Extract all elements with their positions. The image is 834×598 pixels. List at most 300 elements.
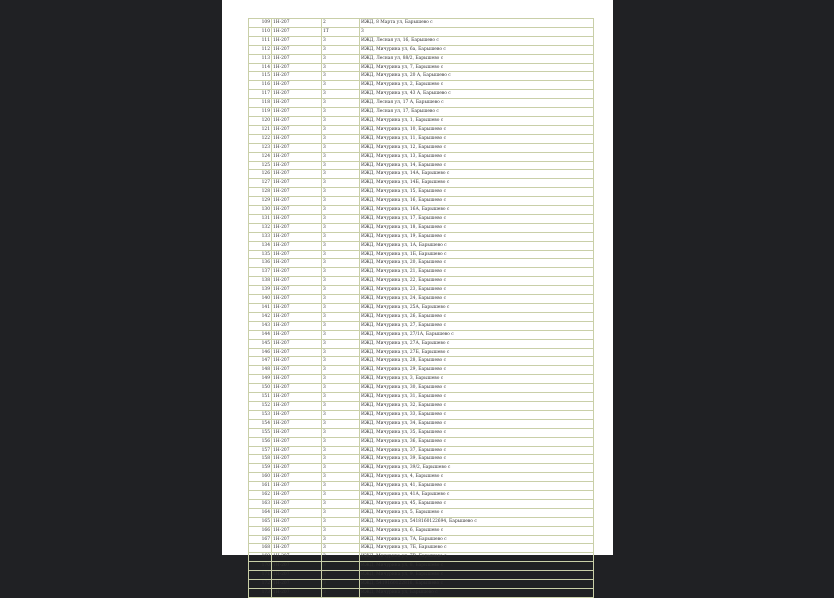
table-row <box>249 499 594 508</box>
address-cell: ИЖД, Мичурина ул, 29, Барышево с <box>360 366 594 375</box>
row-number-cell: 130 <box>249 206 272 215</box>
row-number-cell: 149 <box>249 375 272 384</box>
table-row <box>249 535 594 544</box>
address-cell: ИЖД, Мичурина ул, Барышево с <box>360 589 594 598</box>
category-cell: 3 <box>322 384 360 393</box>
row-number-cell: 136 <box>249 259 272 268</box>
document-page <box>222 0 613 595</box>
address-cell: ИЖД, Мичурина ул, 20, Барышево с <box>360 259 594 268</box>
address-table <box>248 18 594 598</box>
feeder-code-cell: 1Н-207 <box>272 90 322 99</box>
address-cell: ИЖД, Мичурина ул, 35, Барышево с <box>360 428 594 437</box>
table-row <box>249 437 594 446</box>
row-number-cell: 119 <box>249 108 272 117</box>
table-row <box>249 152 594 161</box>
feeder-code-cell: 1Н-207 <box>272 295 322 304</box>
row-number-cell: 124 <box>249 152 272 161</box>
table-row <box>249 366 594 375</box>
table-row <box>249 232 594 241</box>
feeder-code-cell: 1Н-207 <box>272 437 322 446</box>
feeder-code-cell: 1Н-207 <box>272 179 322 188</box>
row-number-cell: 117 <box>249 90 272 99</box>
address-cell: ИЖД, Мичурина ул, 4, Барышево с <box>360 473 594 482</box>
category-cell: 3 <box>322 428 360 437</box>
feeder-code-cell: 1Н-207 <box>272 339 322 348</box>
row-number-cell: 118 <box>249 99 272 108</box>
row-number-cell: 166 <box>249 526 272 535</box>
category-cell: 3 <box>322 63 360 72</box>
address-cell: ИЖД, Мичурина ул, 16, Барышево с <box>360 197 594 206</box>
feeder-code-cell: 1Н-207 <box>272 27 322 36</box>
address-cell: ИЖД, Мичурина ул, 45, Барышево с <box>360 499 594 508</box>
feeder-code-cell: 1Н-207 <box>272 99 322 108</box>
category-cell: 3 <box>322 161 360 170</box>
table-row <box>249 125 594 134</box>
address-cell: ИЖД, Мичурина ул, 39/2, Барышево с <box>360 464 594 473</box>
table-row <box>249 72 594 81</box>
feeder-code-cell: 1Н-207 <box>272 259 322 268</box>
table-row <box>249 473 594 482</box>
table-row <box>249 36 594 45</box>
address-cell: ИЖД, Мичурина ул, 14Б, Барышево с <box>360 179 594 188</box>
address-cell: ИЖД, Мичурина ул, 41, Барышево с <box>360 482 594 491</box>
category-cell: 3 <box>322 464 360 473</box>
address-cell: 3 <box>360 27 594 36</box>
feeder-code-cell: 1Н-207 <box>272 134 322 143</box>
table-row <box>249 571 594 580</box>
feeder-code-cell: 1Н-207 <box>272 562 322 571</box>
category-cell: 3 <box>322 295 360 304</box>
row-number-cell: 114 <box>249 63 272 72</box>
category-cell: 3 <box>322 553 360 562</box>
category-cell: 3 <box>322 544 360 553</box>
table-row <box>249 339 594 348</box>
table-row <box>249 54 594 63</box>
feeder-code-cell: 1Н-207 <box>272 357 322 366</box>
category-cell: 3 <box>322 223 360 232</box>
category-cell: 3 <box>322 419 360 428</box>
row-number-cell: 120 <box>249 116 272 125</box>
row-number-cell: 142 <box>249 312 272 321</box>
feeder-code-cell: 1Н-207 <box>272 54 322 63</box>
category-cell: 3 <box>322 330 360 339</box>
feeder-code-cell: 1Н-207 <box>272 223 322 232</box>
address-cell: ИЖД, Лесная ул, 17, Барышево с <box>360 108 594 117</box>
feeder-code-cell: 1Н-207 <box>272 455 322 464</box>
feeder-code-cell: 1Н-207 <box>272 206 322 215</box>
category-cell: 3 <box>322 473 360 482</box>
row-number-cell: 141 <box>249 304 272 313</box>
feeder-code-cell: 1Н-207 <box>272 312 322 321</box>
table-row <box>249 206 594 215</box>
category-cell: 3 <box>322 571 360 580</box>
row-number-cell: 159 <box>249 464 272 473</box>
category-cell: 3 <box>322 72 360 81</box>
address-cell: ИЖД, Мичурина ул, 3, Барышево с <box>360 375 594 384</box>
category-cell: 3 <box>322 357 360 366</box>
address-cell: ИЖД, Мичурина ул, 11, Барышево с <box>360 134 594 143</box>
table-row <box>249 321 594 330</box>
address-cell: ИЖД, Мичурина ул, 26, Барышево с <box>360 312 594 321</box>
category-cell: 3 <box>322 90 360 99</box>
row-number-cell: 145 <box>249 339 272 348</box>
table-row <box>249 348 594 357</box>
table-row <box>249 401 594 410</box>
row-number-cell: 160 <box>249 473 272 482</box>
category-cell: 3 <box>322 401 360 410</box>
table-row <box>249 143 594 152</box>
category-cell: 2 <box>322 19 360 28</box>
row-number-cell: 173 <box>249 589 272 598</box>
row-number-cell: 154 <box>249 419 272 428</box>
row-number-cell: 164 <box>249 508 272 517</box>
table-row <box>249 464 594 473</box>
row-number-cell: 163 <box>249 499 272 508</box>
feeder-code-cell: 1Н-207 <box>272 277 322 286</box>
category-cell: 3 <box>322 589 360 598</box>
feeder-code-cell: 1Н-207 <box>272 499 322 508</box>
feeder-code-cell: 1Н-207 <box>272 214 322 223</box>
feeder-code-cell: 1Н-207 <box>272 508 322 517</box>
table-row <box>249 116 594 125</box>
feeder-code-cell: 1Н-207 <box>272 116 322 125</box>
address-cell: ИЖД, Мичурина ул, 25А, Барышево с <box>360 304 594 313</box>
category-cell: 3 <box>322 375 360 384</box>
row-number-cell: 112 <box>249 45 272 54</box>
table-row <box>249 357 594 366</box>
address-cell: ИЖД, Мичурина ул, 23, Барышево с <box>360 286 594 295</box>
row-number-cell: 165 <box>249 517 272 526</box>
address-cell: ИЖД, Мичурина ул, 12, Барышево с <box>360 143 594 152</box>
address-cell: ИЖД, Мичурина ул, 9, Барышево с <box>360 571 594 580</box>
feeder-code-cell: 1Н-207 <box>272 366 322 375</box>
address-cell: ИЖД, Мичурина ул, 28, Барышево с <box>360 357 594 366</box>
table-row <box>249 508 594 517</box>
feeder-code-cell: 1Н-207 <box>272 348 322 357</box>
table-row <box>249 241 594 250</box>
row-number-cell: 137 <box>249 268 272 277</box>
table-row <box>249 589 594 598</box>
feeder-code-cell: 1Н-207 <box>272 161 322 170</box>
address-cell: ИЖД, Мичурина ул, 32, Барышево с <box>360 401 594 410</box>
address-cell: ИЖД, Мичурина ул, 30, Барышево с <box>360 384 594 393</box>
table-row <box>249 179 594 188</box>
address-cell: ИЖД, Мичурина ул, 19, Барышево с <box>360 232 594 241</box>
feeder-code-cell: 1Н-207 <box>272 321 322 330</box>
category-cell: 3 <box>322 526 360 535</box>
row-number-cell: 129 <box>249 197 272 206</box>
table-row <box>249 170 594 179</box>
category-cell: 3 <box>322 232 360 241</box>
table-row <box>249 19 594 28</box>
category-cell: 1Т <box>322 27 360 36</box>
feeder-code-cell: 1Н-207 <box>272 384 322 393</box>
table-row <box>249 304 594 313</box>
table-row <box>249 312 594 321</box>
category-cell: 3 <box>322 125 360 134</box>
category-cell: 3 <box>322 562 360 571</box>
feeder-code-cell: 1Н-207 <box>272 401 322 410</box>
address-cell: ИЖД, Мичурина ул, 31, Барышево с <box>360 393 594 402</box>
table-row <box>249 99 594 108</box>
category-cell: 3 <box>322 535 360 544</box>
feeder-code-cell: 1Н-207 <box>272 232 322 241</box>
row-number-cell: 121 <box>249 125 272 134</box>
row-number-cell: 169 <box>249 553 272 562</box>
feeder-code-cell: 1Н-207 <box>272 375 322 384</box>
feeder-code-cell: 1Н-207 <box>272 304 322 313</box>
row-number-cell: 128 <box>249 188 272 197</box>
table-row <box>249 27 594 36</box>
table-row <box>249 491 594 500</box>
feeder-code-cell: 1Н-207 <box>272 250 322 259</box>
row-number-cell: 151 <box>249 393 272 402</box>
row-number-cell: 139 <box>249 286 272 295</box>
row-number-cell: 170 <box>249 562 272 571</box>
row-number-cell: 109 <box>249 19 272 28</box>
category-cell: 3 <box>322 170 360 179</box>
row-number-cell: 126 <box>249 170 272 179</box>
category-cell: 3 <box>322 437 360 446</box>
address-cell: ИЖД, Мичурина ул, 18, Барышево с <box>360 223 594 232</box>
table-row <box>249 455 594 464</box>
row-number-cell: 127 <box>249 179 272 188</box>
address-cell: ИЖД, Мичурина ул, 21, Барышево с <box>360 268 594 277</box>
feeder-code-cell: 1Н-207 <box>272 464 322 473</box>
category-cell: 3 <box>322 99 360 108</box>
address-cell: ИЖД, Мичурина ул, 13, Барышево с <box>360 152 594 161</box>
table-row <box>249 295 594 304</box>
category-cell: 3 <box>322 197 360 206</box>
feeder-code-cell: 1Н-207 <box>272 535 322 544</box>
row-number-cell: 123 <box>249 143 272 152</box>
category-cell: 3 <box>322 116 360 125</box>
address-cell: ИЖД, Мичурина ул, 8, Барышево с <box>360 562 594 571</box>
category-cell: 3 <box>322 134 360 143</box>
address-cell: ИЖД, Мичурина ул, 5, Барышево с <box>360 508 594 517</box>
table-row <box>249 482 594 491</box>
feeder-code-cell: 1Н-207 <box>272 286 322 295</box>
address-cell: ИЖД, Мичурина ул, 37, Барышево с <box>360 446 594 455</box>
feeder-code-cell: 1Н-207 <box>272 36 322 45</box>
feeder-code-cell: 1Н-207 <box>272 393 322 402</box>
category-cell: 3 <box>322 348 360 357</box>
table-row <box>249 268 594 277</box>
category-cell: 3 <box>322 152 360 161</box>
category-cell: 3 <box>322 339 360 348</box>
row-number-cell: 133 <box>249 232 272 241</box>
category-cell: 3 <box>322 321 360 330</box>
row-number-cell: 158 <box>249 455 272 464</box>
row-number-cell: 144 <box>249 330 272 339</box>
address-cell: ИЖД, Мичурина ул, 27Б, Барышево с <box>360 348 594 357</box>
category-cell: 3 <box>322 45 360 54</box>
feeder-code-cell: 1Н-207 <box>272 482 322 491</box>
table-row <box>249 286 594 295</box>
feeder-code-cell: 1Н-207 <box>272 517 322 526</box>
table-row <box>249 108 594 117</box>
category-cell: 3 <box>322 241 360 250</box>
address-cell: ИЖД, Мичурина ул, 1А, Барышево с <box>360 241 594 250</box>
address-cell: ИЖД, 5419160122816, Барышево с <box>360 580 594 589</box>
feeder-code-cell: 1Н-207 <box>272 446 322 455</box>
feeder-code-cell: 1Н-207 <box>272 330 322 339</box>
feeder-code-cell: 1Н-207 <box>272 197 322 206</box>
address-cell: ИЖД, Мичурина ул, 14, Барышево с <box>360 161 594 170</box>
table-row <box>249 161 594 170</box>
row-number-cell: 153 <box>249 410 272 419</box>
row-number-cell: 140 <box>249 295 272 304</box>
category-cell: 3 <box>322 455 360 464</box>
table-row <box>249 134 594 143</box>
table-row <box>249 517 594 526</box>
address-cell: ИЖД, Мичурина ул, 39, Барышево с <box>360 455 594 464</box>
feeder-code-cell: 1Н-207 <box>272 45 322 54</box>
category-cell: 3 <box>322 393 360 402</box>
row-number-cell: 143 <box>249 321 272 330</box>
table-row <box>249 45 594 54</box>
table-row <box>249 330 594 339</box>
address-cell: ИЖД, Лесная ул, 17 А, Барышево с <box>360 99 594 108</box>
row-number-cell: 122 <box>249 134 272 143</box>
address-cell: ИЖД, Мичурина ул, 20 А, Барышево с <box>360 72 594 81</box>
category-cell: 3 <box>322 517 360 526</box>
feeder-code-cell: 1Н-207 <box>272 419 322 428</box>
category-cell: 3 <box>322 580 360 589</box>
feeder-code-cell: 1Н-207 <box>272 553 322 562</box>
feeder-code-cell: 1Н-207 <box>272 63 322 72</box>
row-number-cell: 161 <box>249 482 272 491</box>
address-cell: ИЖД, Мичурина ул, 34, Барышево с <box>360 419 594 428</box>
address-table-body <box>249 19 594 598</box>
address-cell: ИЖД, Мичурина ул, 36, Барышево с <box>360 437 594 446</box>
feeder-code-cell: 1Н-207 <box>272 81 322 90</box>
table-row <box>249 197 594 206</box>
category-cell: 3 <box>322 188 360 197</box>
category-cell: 3 <box>322 81 360 90</box>
table-row <box>249 81 594 90</box>
feeder-code-cell: 1Н-207 <box>272 125 322 134</box>
table-row <box>249 428 594 437</box>
row-number-cell: 147 <box>249 357 272 366</box>
feeder-code-cell: 1Н-207 <box>272 143 322 152</box>
row-number-cell: 116 <box>249 81 272 90</box>
address-cell: ИЖД, 8 Марта ул, Барышево с <box>360 19 594 28</box>
table-row <box>249 562 594 571</box>
row-number-cell: 162 <box>249 491 272 500</box>
category-cell: 3 <box>322 259 360 268</box>
address-cell: ИЖД, Мичурина ул, 27, Барышево с <box>360 321 594 330</box>
address-cell: ИЖД, Лесная ул, 88/2, Барышево с <box>360 54 594 63</box>
feeder-code-cell: 1Н-207 <box>272 580 322 589</box>
table-row <box>249 580 594 589</box>
feeder-code-cell: 1Н-207 <box>272 19 322 28</box>
row-number-cell: 131 <box>249 214 272 223</box>
feeder-code-cell: 1Н-207 <box>272 268 322 277</box>
feeder-code-cell: 1Н-207 <box>272 491 322 500</box>
category-cell: 3 <box>322 36 360 45</box>
address-cell: ИЖД, Мичурина ул, 6, Барышево с <box>360 526 594 535</box>
category-cell: 3 <box>322 491 360 500</box>
address-cell: ИЖД, Мичурина ул, 7, Барышево с <box>360 63 594 72</box>
row-number-cell: 150 <box>249 384 272 393</box>
table-row <box>249 375 594 384</box>
category-cell: 3 <box>322 214 360 223</box>
address-cell: ИЖД, Мичурина ул, 6а, Барышево с <box>360 45 594 54</box>
address-cell: ИЖД, Мичурина ул, 33, Барышево с <box>360 410 594 419</box>
category-cell: 3 <box>322 446 360 455</box>
row-number-cell: 111 <box>249 36 272 45</box>
feeder-code-cell: 1Н-207 <box>272 72 322 81</box>
table-row <box>249 419 594 428</box>
table-row <box>249 410 594 419</box>
address-cell: ИЖД, Мичурина ул, 1Б, Барышево с <box>360 250 594 259</box>
address-cell: ИЖД, Мичурина ул, 17, Барышево с <box>360 214 594 223</box>
address-cell: ИЖД, Мичурина ул, 7В, Барышево с <box>360 553 594 562</box>
row-number-cell: 135 <box>249 250 272 259</box>
table-row <box>249 277 594 286</box>
address-cell: ИЖД, Мичурина ул, 27А, Барышево с <box>360 339 594 348</box>
table-row <box>249 259 594 268</box>
category-cell: 3 <box>322 206 360 215</box>
category-cell: 3 <box>322 250 360 259</box>
category-cell: 3 <box>322 108 360 117</box>
table-row <box>249 223 594 232</box>
table-row <box>249 384 594 393</box>
feeder-code-cell: 1Н-207 <box>272 526 322 535</box>
address-cell: ИЖД, Мичурина ул, 15, Барышево с <box>360 188 594 197</box>
row-number-cell: 168 <box>249 544 272 553</box>
row-number-cell: 113 <box>249 54 272 63</box>
row-number-cell: 157 <box>249 446 272 455</box>
address-cell: ИЖД, Мичурина ул, 14А, Барышево с <box>360 170 594 179</box>
feeder-code-cell: 1Н-207 <box>272 473 322 482</box>
address-cell: ИЖД, Лесная ул, 16, Барышево с <box>360 36 594 45</box>
category-cell: 3 <box>322 304 360 313</box>
category-cell: 3 <box>322 268 360 277</box>
row-number-cell: 156 <box>249 437 272 446</box>
row-number-cell: 110 <box>249 27 272 36</box>
feeder-code-cell: 1Н-207 <box>272 188 322 197</box>
row-number-cell: 132 <box>249 223 272 232</box>
table-row <box>249 544 594 553</box>
table-row <box>249 526 594 535</box>
feeder-code-cell: 1Н-207 <box>272 152 322 161</box>
category-cell: 3 <box>322 286 360 295</box>
table-row <box>249 188 594 197</box>
row-number-cell: 171 <box>249 571 272 580</box>
row-number-cell: 146 <box>249 348 272 357</box>
row-number-cell: 148 <box>249 366 272 375</box>
category-cell: 3 <box>322 410 360 419</box>
table-row <box>249 250 594 259</box>
row-number-cell: 138 <box>249 277 272 286</box>
table-row <box>249 553 594 562</box>
address-cell: ИЖД, Мичурина ул, 10, Барышево с <box>360 125 594 134</box>
feeder-code-cell: 1Н-207 <box>272 410 322 419</box>
address-cell: ИЖД, Мичурина ул, 43 А, Барышево с <box>360 90 594 99</box>
feeder-code-cell: 1Н-207 <box>272 571 322 580</box>
table-row <box>249 393 594 402</box>
address-cell: ИЖД, Мичурина ул, 24, Барышево с <box>360 295 594 304</box>
category-cell: 3 <box>322 508 360 517</box>
address-cell: ИЖД, Мичурина ул, 41А, Барышево с <box>360 491 594 500</box>
row-number-cell: 125 <box>249 161 272 170</box>
address-cell: ИЖД, Мичурина ул, 16А, Барышево с <box>360 206 594 215</box>
category-cell: 3 <box>322 366 360 375</box>
category-cell: 3 <box>322 277 360 286</box>
table-row <box>249 214 594 223</box>
